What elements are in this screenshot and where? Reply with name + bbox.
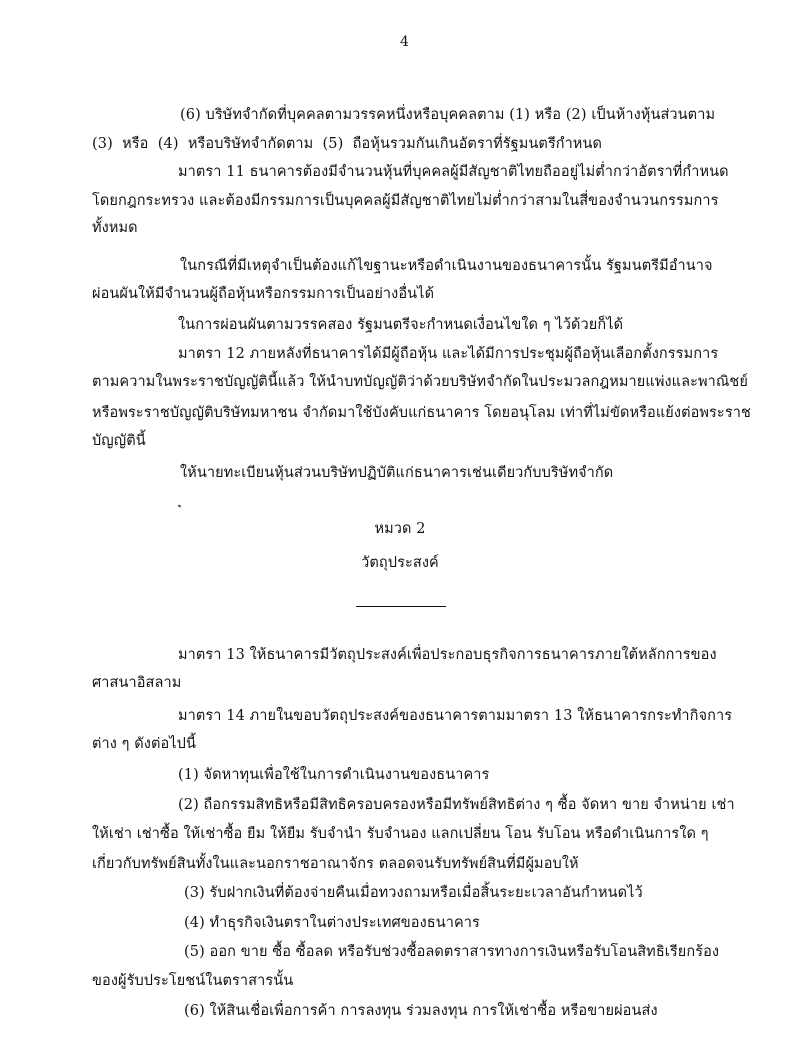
chapter-heading: หมวด 2: [374, 521, 426, 537]
text-line-17: ต่าง ๆ ดังต่อไปนี้: [92, 736, 196, 752]
text-line-25: ของผู้รับประโยชน์ในตราสารนั้น: [92, 973, 294, 989]
text-line-20: ให้เช่า เช่าซื้อ ให้เช่าซื้อ ยืม ให้ยืม รับจำนำ รับจำนอง แลกเปลี่ยน โอน รับโอน หรือดำเนินการใด ๆ: [92, 826, 709, 842]
text-line-16: มาตรา 14 ภายในขอบวัตถุประสงค์ของธนาคารตามมาตรา 13 ให้ธนาคารกระทำกิจการ: [178, 708, 733, 724]
text-line-10: ตามความในพระราชบัญญัตินี้แล้ว ให้นำบทบัญญัติว่าด้วยบริษัทจำกัดในประมวลกฎหมายแพ่งและพาณิชย์: [92, 374, 748, 390]
text-line-22: (3) รับฝากเงินที่ต้องจ่ายคืนเมื่อทวงถามหรือเมื่อสิ้นระยะเวลาอันกำหนดไว้: [184, 885, 643, 901]
text-line-19: (2) ถือกรรมสิทธิหรือมีสิทธิครอบครองหรือมีทรัพย์สิทธิต่าง ๆ ซื้อ จัดหา ขาย จำหน่าย เช่า: [178, 797, 735, 813]
text-line-21: เกี่ยวกับทรัพย์สินทั้งในและนอกราชอาณาจักร ตลอดจนรับทรัพย์สินที่มีผู้มอบให้: [92, 856, 579, 872]
text-line-14: มาตรา 13 ให้ธนาคารมีวัตถุประสงค์เพื่อประกอบธุรกิจการธนาคารภายใต้หลักการของ: [178, 647, 717, 663]
text-line-8: ในการผ่อนผันตามวรรคสอง รัฐมนตรีจะกำหนดเงื่อนไขใด ๆ ไว้ด้วยก็ได้: [178, 317, 624, 333]
text-line-3: มาตรา 11 ธนาคารต้องมีจำนวนหุ้นที่บุคคลผู้มีสัญชาติไทยถืออยู่ไม่ต่ำกว่าอัตราที่กำหนด: [178, 164, 729, 180]
text-line-1: (6) บริษัทจำกัดที่บุคคลตามวรรคหนึ่งหรือบุคคลตาม (1) หรือ (2) เป็นห้างหุ้นส่วนตาม: [180, 107, 716, 123]
text-line-4: โดยกฎกระทรวง และต้องมีกรรมการเป็นบุคคลผู้มีสัญชาติไทยไม่ต่ำกว่าสามในสี่ของจำนวนกรรมการ: [92, 193, 719, 209]
text-line-23: (4) ทำธุรกิจเงินตราในต่างประเทศของธนาคาร: [184, 915, 480, 931]
text-line-13: ให้นายทะเบียนหุ้นส่วนบริษัทปฏิบัติแก่ธนาคารเช่นเดียวกับบริษัทจำกัด: [180, 465, 614, 481]
text-line-12: บัญญัตินี้: [92, 433, 146, 449]
text-line-15: ศาสนาอิสลาม: [92, 675, 182, 691]
text-line-7: ผ่อนผันให้มีจำนวนผู้ถือหุ้นหรือกรรมการเป็นอย่างอื่นได้: [92, 286, 435, 302]
text-line-11: หรือพระราชบัญญัติบริษัทมหาชน จำกัดมาใช้บังคับแก่ธนาคาร โดยอนุโลม เท่าที่ไม่ขัดหรือแย้งต่อพระราช: [92, 405, 751, 421]
text-line-26: (6) ให้สินเชื่อเพื่อการค้า การลงทุน ร่วมลงทุน การให้เช่าซื้อ หรือขายผ่อนส่ง: [184, 1003, 658, 1019]
scan-speck: [178, 504, 182, 507]
text-line-2: (3) หรือ (4) หรือบริษัทจำกัดตาม (5) ถือหุ้นรวมกันเกินอัตราที่รัฐมนตรีกำหนด: [92, 136, 602, 152]
text-line-6: ในกรณีที่มีเหตุจำเป็นต้องแก้ไขฐานะหรือดำเนินงานของธนาคารนั้น รัฐมนตรีมีอำนาจ: [180, 258, 713, 274]
section-divider: [356, 606, 446, 607]
page-number: 4: [400, 34, 409, 50]
text-line-24: (5) ออก ขาย ซื้อ ซื้อลด หรือรับช่วงซื้อลดตราสารทางการเงินหรือรับโอนสิทธิเรียกร้อง: [184, 944, 720, 960]
text-line-18: (1) จัดหาทุนเพื่อใช้ในการดำเนินงานของธนาคาร: [178, 767, 490, 783]
text-line-9: มาตรา 12 ภายหลังที่ธนาคารได้มีผู้ถือหุ้น และได้มีการประชุมผู้ถือหุ้นเลือกตั้งกรรมการ: [178, 346, 719, 362]
chapter-title: วัตถุประสงค์: [361, 555, 439, 571]
text-line-5: ทั้งหมด: [92, 220, 138, 236]
